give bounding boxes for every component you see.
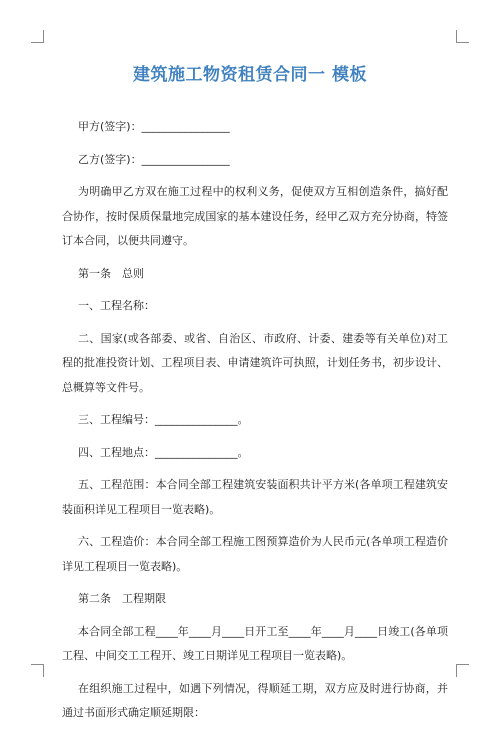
- party-a-signature-line: 甲方(签字)：________________: [78, 120, 230, 133]
- party-b-signature-line: 乙方(签字)：________________: [78, 152, 230, 166]
- crop-mark-top-left: [31, 30, 44, 43]
- clause-project-number: 三、工程编号：_______________。: [78, 413, 249, 426]
- document-title: 建筑施工物资租赁合同一 模板: [133, 65, 367, 85]
- clause-project-cost: 六、工程造价：本合同全部工程施工图预算造价为人民币元(各单项工程造价详见工程项目一览表略)。: [62, 535, 448, 573]
- clause-project-scope: 五、工程范围：本合同全部工程建筑安装面积共计平方米(各单项工程建筑安装面积详见工程项目一览表略)。: [62, 478, 448, 516]
- clause-project-name: 一、工程名称：: [78, 299, 155, 312]
- clause-schedule: 本合同全部工程____年____月____日开工至____年____月____日竣工(各单项工程、中间交工工程开、竣工日期详见工程项目一览表略)。: [62, 624, 448, 662]
- article-1-heading: 第一条 总则: [78, 266, 144, 280]
- document-body: [62, 115, 448, 734]
- crop-mark-bottom-left: [31, 664, 44, 677]
- clause-extension: 在组织施工过程中，如遇下列情况，得顺延工期，双方应及时进行协商，并通过书面形式确定顺延期限：: [62, 681, 448, 719]
- crop-mark-top-right: [456, 30, 469, 43]
- crop-mark-bottom-right: [456, 664, 469, 677]
- article-2-heading: 第二条 工程期限: [78, 592, 166, 605]
- preamble-paragraph: 为明确甲乙方双在施工过程中的权利义务，促使双方互相创造条件，搞好配合协作，按时保质保量地完成国家的基本建设任务，经甲乙双方充分协商，特签订本合同，以便共同遵守。: [62, 185, 448, 247]
- clause-project-location: 四、工程地点：_______________。: [78, 445, 249, 459]
- clause-approval-documents: 二、国家(或各部委、或省、自治区、市政府、计委、建委等有关单位)对工程的批准投资计划、工程项目表、申请建筑许可执照，计划任务书，初步设计、总概算等文件号。: [62, 331, 448, 394]
